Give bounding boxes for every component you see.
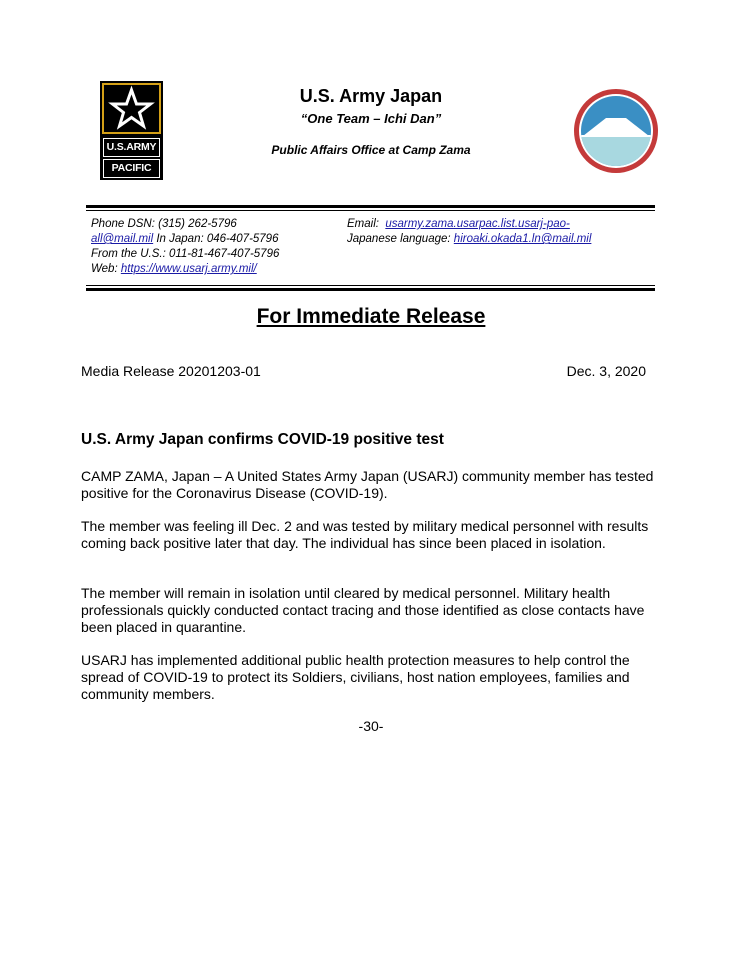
japanese-label: Japanese language:: [347, 233, 454, 245]
contact-left: [91, 217, 341, 277]
japanese-link[interactable]: hiroaki.okada1.ln@mail.mil: [453, 233, 592, 245]
paragraph-2: The member was feeling ill Dec. 2 and was tested by military medical personnel with results coming back positive later that day. The individual has since been placed in isolation.: [81, 518, 649, 551]
phone-japan: In Japan: 046-407-5796: [153, 233, 279, 245]
divider: [86, 205, 655, 208]
release-date: Dec. 3, 2020: [566, 363, 646, 379]
divider: [86, 288, 655, 291]
army-japan-emblem-icon: [573, 88, 659, 174]
phone-us: From the U.S.: 011-81-467-407-5796: [91, 248, 280, 260]
media-release-number: Media Release 20201203-01: [81, 363, 261, 379]
web-link[interactable]: https://www.usarj.army.mil/: [120, 263, 257, 275]
end-mark: -30-: [358, 718, 384, 734]
email-link-cont[interactable]: all@mail.mil: [91, 233, 154, 245]
email-continuation-line: [91, 232, 341, 247]
army-star-icon: [102, 83, 161, 134]
motto: “One Team – Ichi Dan”: [300, 111, 442, 126]
army-pacific-logo: [100, 81, 163, 180]
japanese-line: [347, 232, 647, 247]
web-line: [91, 262, 341, 277]
headline: U.S. Army Japan confirms COVID-19 positive test: [81, 431, 444, 448]
paragraph-1: CAMP ZAMA, Japan – A United States Army Japan (USARJ) community member has tested positive for the Coronavirus Disease (COVID-19).: [81, 468, 654, 501]
email-line: [347, 217, 647, 232]
email-link[interactable]: usarmy.zama.usarpac.list.usarj-pao-: [385, 218, 570, 230]
divider: [86, 210, 655, 211]
phone-dsn: Phone DSN: (315) 262-5796: [91, 218, 237, 230]
divider: [86, 285, 655, 286]
office-name: Public Affairs Office at Camp Zama: [271, 143, 471, 157]
paragraph-3: The member will remain in isolation until cleared by medical personnel. Military health professionals quickly conducted contact tracing and those identified as close contacts have been placed in quarantine.: [81, 585, 645, 635]
contact-right: [347, 217, 647, 247]
release-heading: For Immediate Release: [256, 305, 486, 328]
web-label: Web:: [91, 263, 121, 275]
army-logo-line1: U.S.ARMY: [103, 138, 160, 157]
army-logo-line2: PACIFIC: [103, 159, 160, 178]
page-title: U.S. Army Japan: [299, 86, 443, 106]
paragraph-4: USARJ has implemented additional public health protection measures to help control the spread of COVID-19 to protect its Soldiers, civilians, host nation employees, families and community members.: [81, 652, 630, 702]
email-label: Email:: [347, 218, 386, 230]
